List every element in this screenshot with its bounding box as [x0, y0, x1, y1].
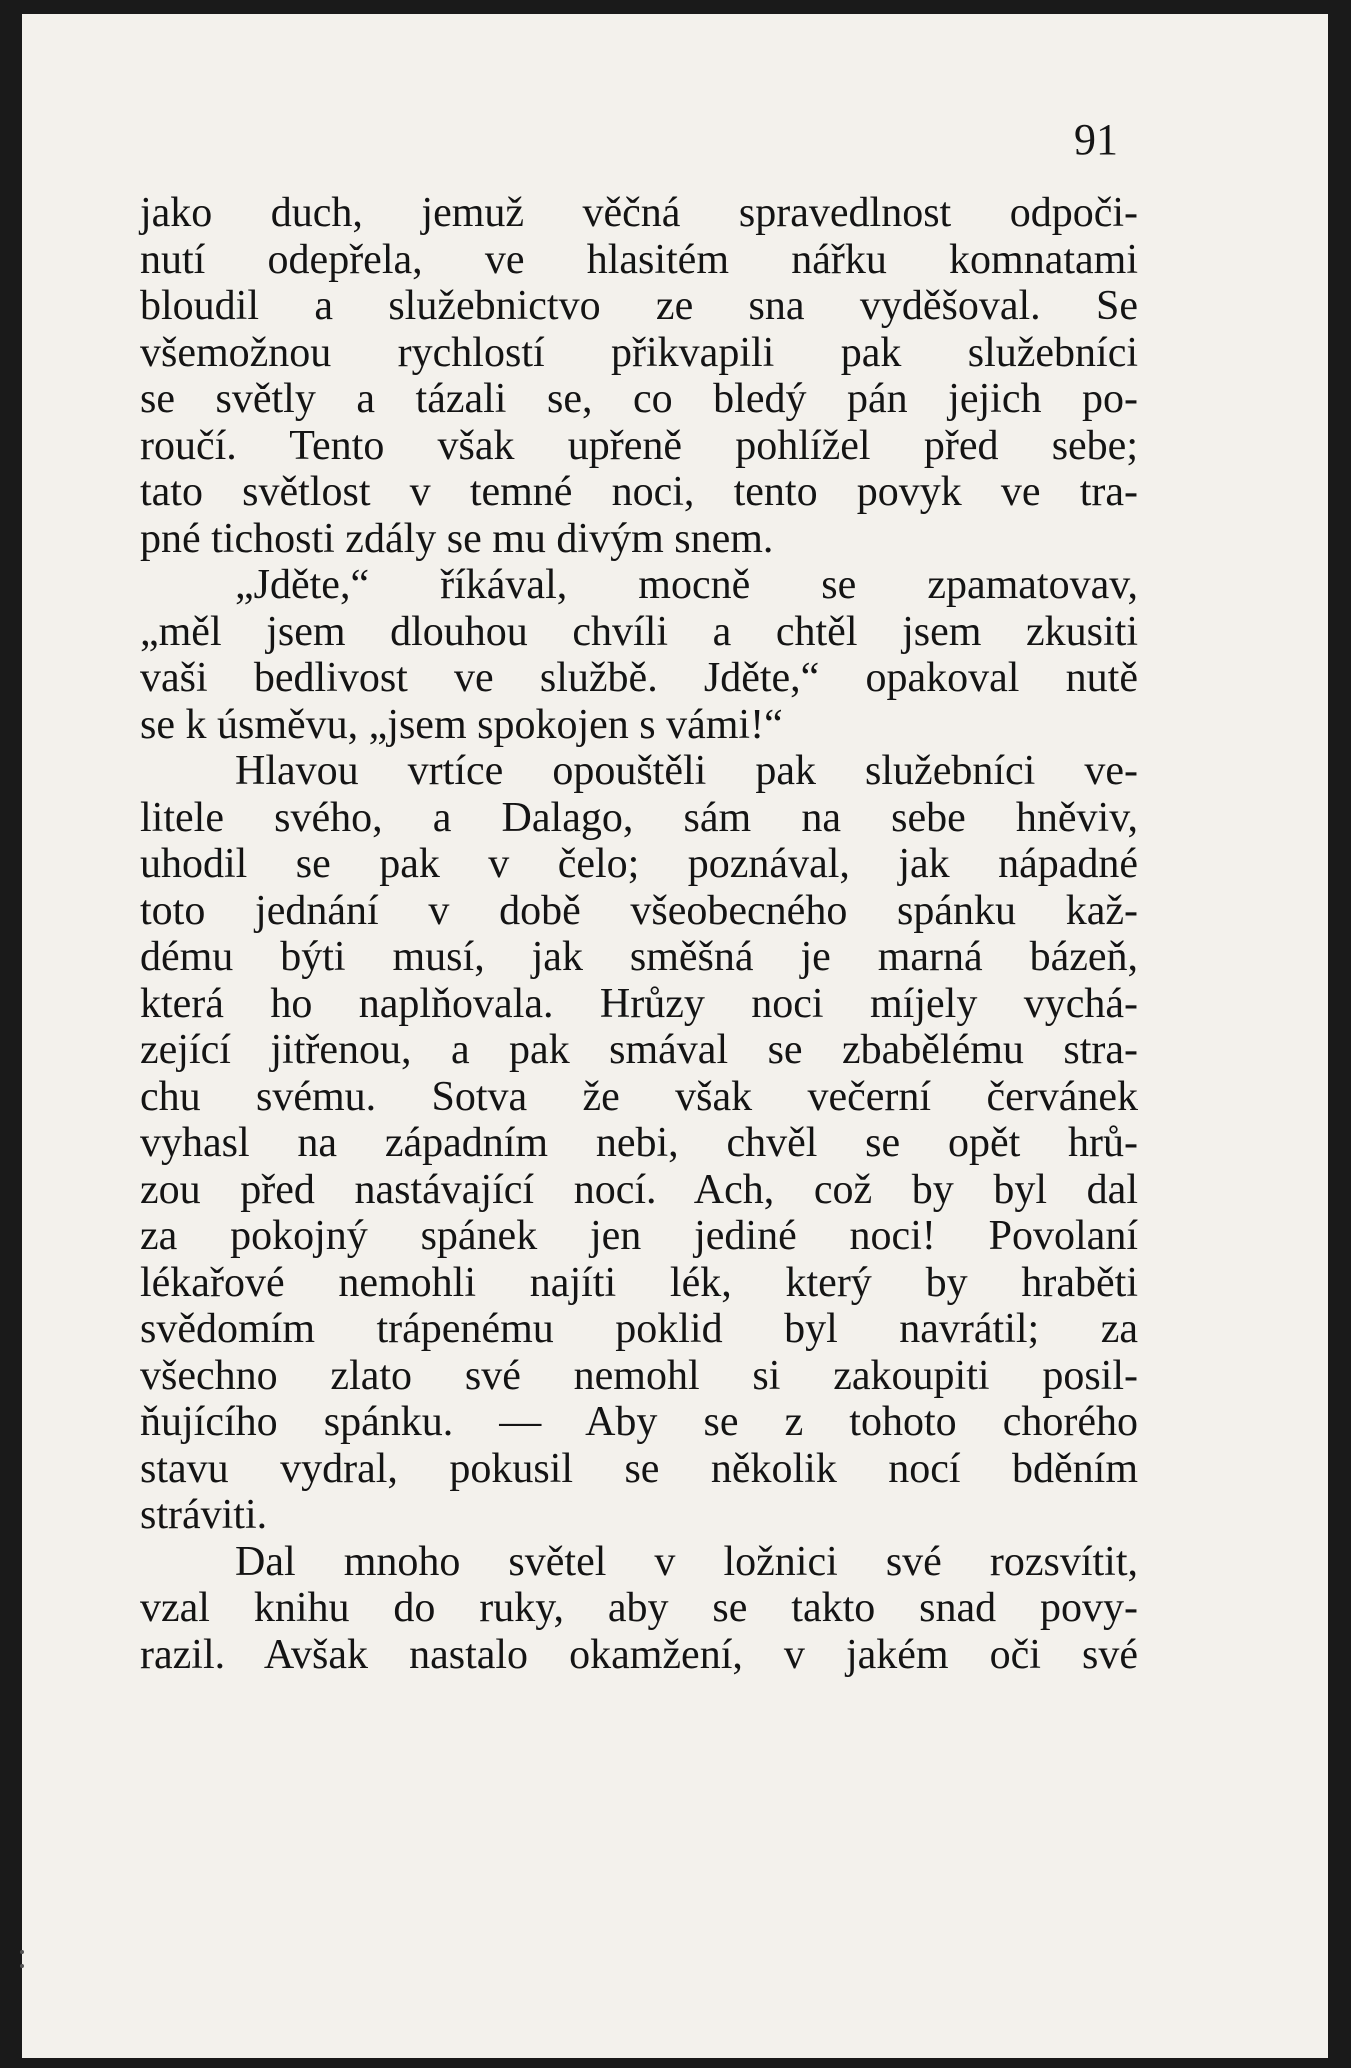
- text-line: zející jitřenou, a pak smával se zbabělému stra-: [140, 1027, 1138, 1073]
- body-text: [140, 190, 1138, 1678]
- text-line: „Jděte,“ říkával, mocně se zpamatovav,: [235, 562, 1138, 608]
- text-line: všemožnou rychlostí přikvapili pak služebníci: [140, 329, 1138, 376]
- text-line: vaši bedlivost ve službě. Jděte,“ opakoval nutě: [140, 655, 1138, 701]
- text-line: stráviti.: [140, 1492, 268, 1538]
- text-line: svědomím trápenému poklid byl navrátil; za: [140, 1306, 1138, 1352]
- text-line: jako duch, jemuž věčná spravedlnost odpoči-: [140, 190, 1138, 236]
- page-number: 91: [1074, 115, 1118, 164]
- text-line: všechno zlato své nemohl si zakoupiti posil-: [140, 1352, 1138, 1399]
- text-line: ňujícího spánku. — Aby se z tohoto chorého: [140, 1399, 1138, 1445]
- text-line: uhodil se pak v čelo; poznával, jak nápadné: [140, 841, 1138, 887]
- text-line: chu svému. Sotva že však večerní červánek: [140, 1073, 1138, 1120]
- text-line: nutí odepřela, ve hlasitém nářku komnatami: [140, 236, 1138, 283]
- book-page: [22, 14, 1328, 2058]
- text-line: bloudil a služebnictvo ze sna vyděšoval. Se: [140, 283, 1138, 329]
- text-line: litele svého, a Dalago, sám na sebe hněviv,: [140, 794, 1138, 841]
- text-line: se světly a tázali se, co bledý pán jejich po-: [140, 376, 1138, 422]
- text-line: vyhasl na západním nebi, chvěl se opět hrů-: [140, 1120, 1138, 1166]
- scan-specks: [20, 1950, 26, 1980]
- text-line: Hlavou vrtíce opouštěli pak služebníci ve-: [235, 748, 1138, 794]
- text-line: lékařové nemohli najíti lék, který by hraběti: [140, 1259, 1138, 1306]
- text-line: razil. Avšak nastalo okamžení, v jakém oči své: [140, 1631, 1138, 1678]
- text-line: pné tichosti zdály se mu divým snem.: [140, 515, 774, 562]
- text-line: „měl jsem dlouhou chvíli a chtěl jsem zkusiti: [140, 608, 1138, 655]
- scan-speck: [20, 1950, 24, 1954]
- text-line: tato světlost v temné noci, tento povyk ve tra-: [140, 469, 1138, 515]
- text-line: se k úsměvu, „jsem spokojen s vámi!“: [140, 701, 783, 748]
- text-line: toto jednání v době všeobecného spánku kaž-: [140, 887, 1138, 934]
- text-line: dému býti musí, jak směšná je marná bázeň,: [140, 934, 1138, 980]
- text-line: stavu vydral, pokusil se několik nocí bděním: [140, 1445, 1138, 1492]
- text-line: za pokojný spánek jen jediné noci! Povolaní: [140, 1213, 1138, 1259]
- text-line: která ho naplňovala. Hrůzy noci míjely vychá-: [140, 980, 1138, 1027]
- text-line: roučí. Tento však upřeně pohlížel před sebe;: [140, 422, 1138, 469]
- text-line: Dal mnoho světel v ložnici své rozsvítit,: [235, 1538, 1138, 1585]
- text-line: zou před nastávající nocí. Ach, což by byl dal: [140, 1166, 1138, 1213]
- scan-speck: [20, 1964, 24, 1968]
- text-line: vzal knihu do ruky, aby se takto snad povy-: [140, 1585, 1138, 1631]
